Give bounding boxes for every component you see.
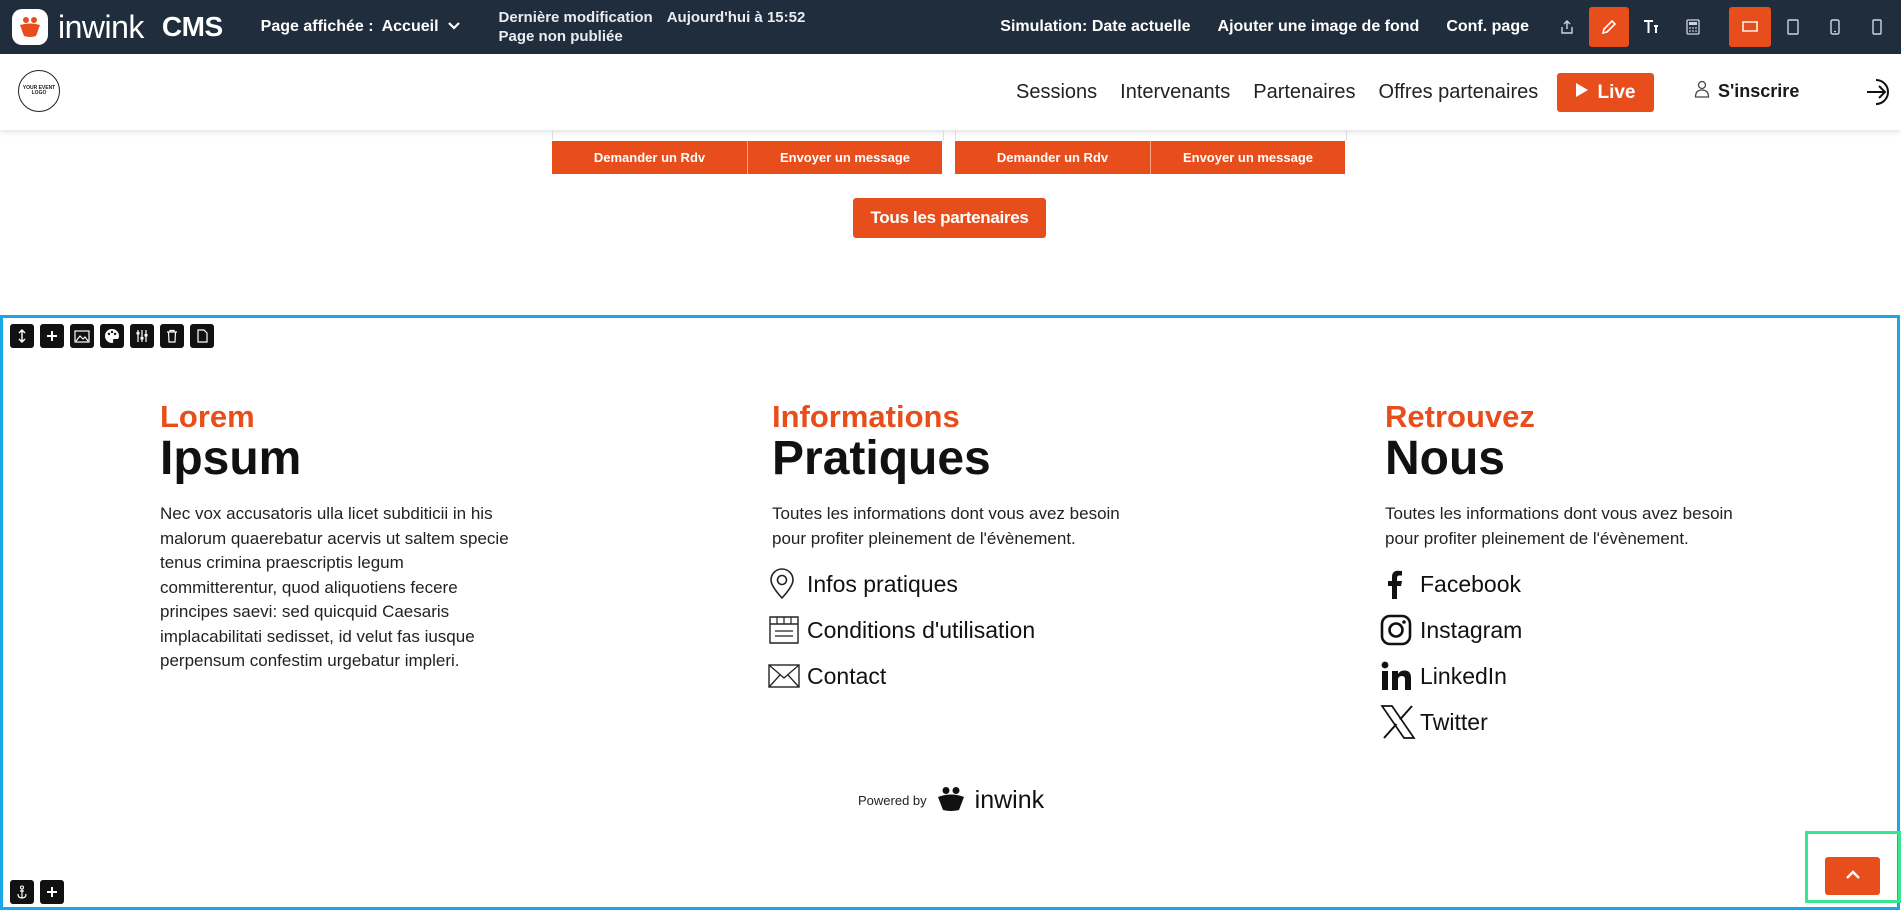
- tablet-view-icon[interactable]: [1773, 7, 1813, 47]
- main-navigation: [1016, 54, 1561, 130]
- brand-product: CMS: [161, 11, 223, 42]
- signup-button[interactable]: [1694, 80, 1799, 103]
- link-label: Instagram: [1420, 616, 1523, 643]
- link-label: Contact: [807, 662, 887, 689]
- column-description: Nec vox accusatoris ulla licet subditicii in his malorum quaerebatur acervis ut saltem specie tenus crimina praescriptis legum committerentur, quod aliquotiens fecere principes saevi: sed quicquid Caesaris implacabilitati sedisset, id velut fas iusque perpensum confestim urgebatur impleri.: [160, 504, 509, 670]
- anchor-icon[interactable]: [10, 880, 34, 904]
- footer-column-social: [1385, 400, 1755, 745]
- move-icon[interactable]: [10, 324, 34, 348]
- cms-toolbar: [0, 0, 1901, 54]
- link-contact[interactable]: [772, 653, 1142, 699]
- page-selector-label: Page affichée :: [260, 18, 374, 35]
- x-twitter-icon: [1380, 705, 1420, 739]
- scroll-to-top-button[interactable]: [1825, 857, 1880, 895]
- footer-section[interactable]: [0, 315, 1900, 910]
- storefront-icon: [767, 615, 807, 645]
- event-logo-text: YOUR EVENT LOGO: [22, 85, 56, 96]
- all-partners-button[interactable]: Tous les partenaires: [853, 198, 1046, 238]
- powered-by[interactable]: [858, 786, 1044, 815]
- page-selector-value: Accueil: [381, 18, 439, 35]
- settings-icon[interactable]: [130, 324, 154, 348]
- chevron-up-icon: [1845, 867, 1861, 885]
- column-heading: Ipsum: [160, 432, 302, 485]
- text-format-icon[interactable]: [1631, 7, 1671, 47]
- modification-info: [499, 8, 806, 46]
- play-icon: [1575, 82, 1589, 104]
- add-icon[interactable]: [40, 880, 64, 904]
- chevron-down-icon: [447, 18, 461, 36]
- column-heading: Pratiques: [772, 432, 991, 485]
- column-kicker: Informations: [772, 399, 960, 434]
- footer-column-informations: [772, 400, 1142, 699]
- partner-card: [955, 130, 1347, 140]
- send-message-button[interactable]: Envoyer un message: [747, 141, 942, 174]
- user-icon: [1694, 80, 1710, 103]
- link-linkedin[interactable]: [1385, 653, 1755, 699]
- modification-label: Dernière modification: [498, 9, 653, 26]
- edit-pencil-icon[interactable]: [1589, 7, 1629, 47]
- column-description: Toutes les informations dont vous avez besoin pour profiter pleinement de l'évènement.: [1385, 504, 1733, 548]
- nav-link-partenaires[interactable]: Partenaires: [1253, 80, 1356, 103]
- partner-card-actions: [552, 141, 942, 174]
- link-conditions-utilisation[interactable]: [772, 607, 1142, 653]
- footer-column-about: [160, 400, 525, 674]
- publish-status: Page non publiée: [498, 28, 623, 45]
- event-logo[interactable]: [18, 70, 60, 112]
- share-icon[interactable]: [1547, 7, 1587, 47]
- partner-card: [552, 130, 944, 140]
- envelope-icon: [767, 663, 807, 689]
- link-infos-pratiques[interactable]: [772, 561, 1142, 607]
- add-icon[interactable]: [40, 324, 64, 348]
- section-bottom-toolbar: [10, 880, 64, 904]
- info-links: [772, 561, 1142, 699]
- social-links: [1385, 561, 1755, 745]
- link-twitter[interactable]: [1385, 699, 1755, 745]
- request-meeting-button[interactable]: Demander un Rdv: [955, 141, 1150, 174]
- nav-link-intervenants[interactable]: Intervenants: [1120, 80, 1231, 103]
- column-kicker: Lorem: [160, 399, 255, 434]
- partner-card-actions: [955, 141, 1345, 174]
- link-label: Infos pratiques: [807, 570, 958, 597]
- column-description: Toutes les informations dont vous avez besoin pour profiter pleinement de l'évènement.: [772, 504, 1120, 548]
- instagram-icon: [1380, 614, 1420, 646]
- calculator-icon[interactable]: [1673, 7, 1713, 47]
- duplicate-icon[interactable]: [190, 324, 214, 348]
- site-header: [0, 54, 1901, 130]
- login-icon[interactable]: [1864, 76, 1896, 113]
- image-icon[interactable]: [70, 324, 94, 348]
- nav-link-sessions[interactable]: Sessions: [1016, 80, 1098, 103]
- desktop-view-icon[interactable]: [1729, 7, 1771, 47]
- nav-link-offres-partenaires[interactable]: Offres partenaires: [1378, 80, 1539, 103]
- inwink-logo-icon: [12, 9, 48, 45]
- inwink-logo-icon: [937, 786, 965, 815]
- column-heading: Nous: [1385, 432, 1505, 485]
- cms-brand[interactable]: [12, 9, 223, 46]
- brand-name: inwink: [58, 8, 144, 45]
- facebook-icon: [1380, 568, 1420, 600]
- page-config-button[interactable]: Conf. page: [1446, 18, 1529, 35]
- page-selector[interactable]: [261, 18, 461, 36]
- live-button-label: Live: [1597, 81, 1636, 103]
- location-pin-icon: [767, 568, 807, 600]
- palette-icon[interactable]: [100, 324, 124, 348]
- link-label: LinkedIn: [1420, 662, 1507, 689]
- delete-icon[interactable]: [160, 324, 184, 348]
- link-label: Twitter: [1420, 708, 1488, 735]
- link-label: Conditions d'utilisation: [807, 616, 1036, 643]
- live-button[interactable]: [1557, 73, 1654, 112]
- column-kicker: Retrouvez: [1385, 399, 1535, 434]
- link-label: Facebook: [1420, 570, 1522, 597]
- mobile-landscape-view-icon[interactable]: [1857, 7, 1897, 47]
- powered-by-label: Powered by: [858, 793, 927, 808]
- section-toolbar: [10, 324, 214, 348]
- linkedin-icon: [1380, 660, 1420, 692]
- modification-time: Aujourd'hui à 15:52: [666, 9, 806, 26]
- cms-toolbar-actions: [1000, 0, 1901, 54]
- request-meeting-button[interactable]: Demander un Rdv: [552, 141, 747, 174]
- powered-by-brand: inwink: [974, 786, 1045, 814]
- signup-label: S'inscrire: [1718, 81, 1800, 101]
- simulation-date-button[interactable]: Simulation: Date actuelle: [1000, 18, 1191, 35]
- add-background-image-button[interactable]: Ajouter une image de fond: [1217, 18, 1420, 35]
- send-message-button[interactable]: Envoyer un message: [1150, 141, 1345, 174]
- mobile-view-icon[interactable]: [1815, 7, 1855, 47]
- link-instagram[interactable]: [1385, 607, 1755, 653]
- link-facebook[interactable]: [1385, 561, 1755, 607]
